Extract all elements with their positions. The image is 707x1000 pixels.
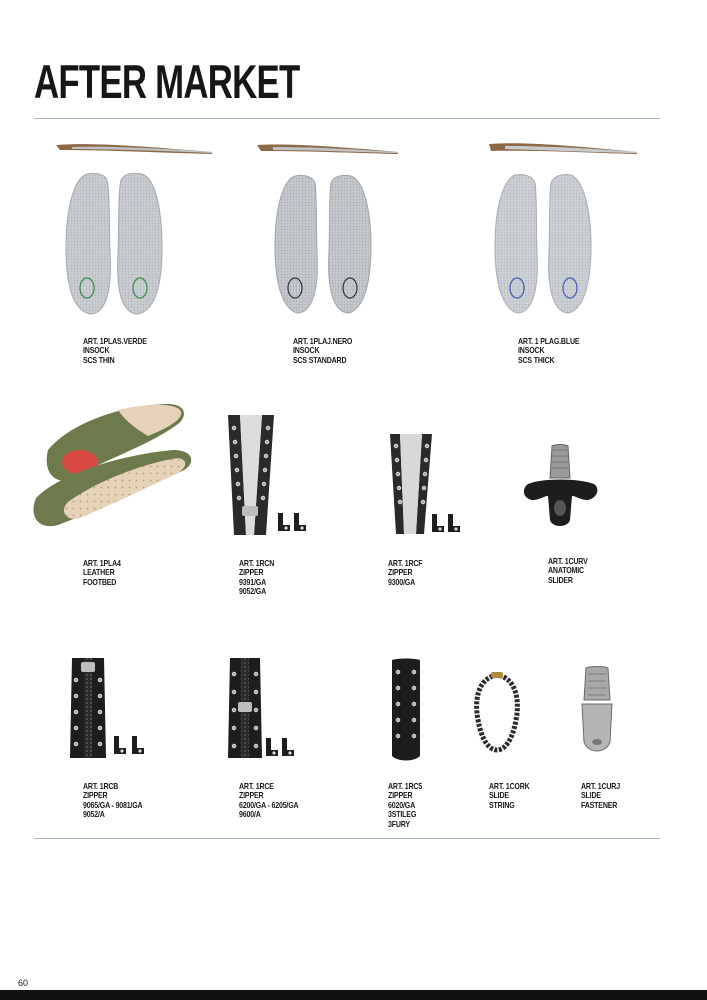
article-code: ART. 1RCE	[239, 782, 274, 791]
article-code: ART. 1PLA4	[83, 559, 121, 568]
caption-line: FOOTBED	[83, 577, 117, 587]
article-code: ART. 1 PLAG.BLUE	[518, 337, 580, 346]
caption-line: 9300/GA	[388, 577, 415, 587]
caption-line: FASTENER	[581, 800, 618, 810]
product-caption-1curj	[581, 782, 620, 810]
bottom-rule	[34, 838, 660, 839]
leather-footbed-image	[28, 400, 193, 540]
caption-line: 6200/GA - 6205/GA	[239, 800, 299, 810]
header-rule	[34, 118, 660, 119]
caption-line: 9391/GA	[239, 577, 266, 587]
caption-line: 9065/GA - 9081/GA	[83, 800, 143, 810]
product-caption-1rcf	[388, 559, 422, 587]
product-caption-1plag-blue	[518, 337, 579, 365]
caption-line: ZIPPER	[83, 791, 108, 801]
caption-line: SLIDE	[581, 791, 601, 801]
caption-line: ZIPPER	[239, 568, 264, 578]
product-caption-1rce	[239, 782, 298, 820]
insole-nero-image	[253, 138, 418, 323]
article-code: ART. 1CURV	[548, 557, 588, 566]
article-code: ART. 1PLAS.VERDE	[83, 337, 147, 346]
caption-line: 3STILEG	[388, 810, 417, 820]
caption-line: SLIDE	[489, 791, 509, 801]
zipper-1rcb-image	[66, 654, 161, 764]
article-code: ART. 1CURJ	[581, 782, 620, 791]
product-caption-1rcn	[239, 559, 274, 597]
caption-line: INSOCK	[293, 346, 320, 356]
caption-line: SCS THIN	[83, 355, 115, 365]
zipper-1rcf-image	[384, 430, 469, 540]
caption-line: LEATHER	[83, 568, 115, 578]
slide-string-image	[470, 670, 525, 755]
product-caption-1rc5	[388, 782, 422, 829]
footer-bar	[0, 990, 707, 1000]
zipper-1rcn-image	[214, 410, 314, 540]
anatomic-slider-image	[522, 442, 602, 532]
article-code: ART. 1PLAJ.NERO	[293, 337, 353, 346]
caption-line: ANATOMIC	[548, 566, 584, 576]
caption-line: INSOCK	[83, 346, 110, 356]
product-caption-1plaj-nero	[293, 337, 352, 365]
caption-line: SCS THICK	[518, 355, 555, 365]
caption-line: INSOCK	[518, 346, 545, 356]
page-number: 60	[18, 978, 29, 988]
article-code: ART. 1RC5	[388, 782, 423, 791]
zipper-1rc5-image	[386, 656, 426, 766]
page-title: AFTER MARKET	[34, 55, 300, 108]
caption-line: 9600/A	[239, 810, 261, 820]
insole-blue-image	[485, 138, 650, 323]
caption-line: 3FURY	[388, 819, 410, 829]
caption-line: ZIPPER	[388, 568, 413, 578]
insole-verde-image	[52, 138, 217, 323]
article-code: ART. 1RCF	[388, 559, 423, 568]
article-code: ART. 1CORK	[489, 782, 530, 791]
caption-line: ZIPPER	[388, 791, 413, 801]
caption-line: 6020/GA	[388, 800, 415, 810]
caption-line: 9052/A	[83, 810, 105, 820]
product-caption-1cork	[489, 782, 530, 810]
caption-line: SLIDER	[548, 575, 573, 585]
caption-line: SCS STANDARD	[293, 355, 347, 365]
slide-fastener-image	[572, 664, 622, 759]
caption-line: ZIPPER	[239, 791, 264, 801]
product-caption-1curv	[548, 557, 588, 585]
article-code: ART. 1RCN	[239, 559, 275, 568]
product-caption-1pla4	[83, 559, 121, 587]
product-caption-1rcb	[83, 782, 142, 820]
product-caption-1plas-verde	[83, 337, 147, 365]
zipper-1rce-image	[224, 654, 309, 764]
article-code: ART. 1RCB	[83, 782, 119, 791]
caption-line: STRING	[489, 800, 515, 810]
caption-line: 9052/GA	[239, 587, 266, 597]
